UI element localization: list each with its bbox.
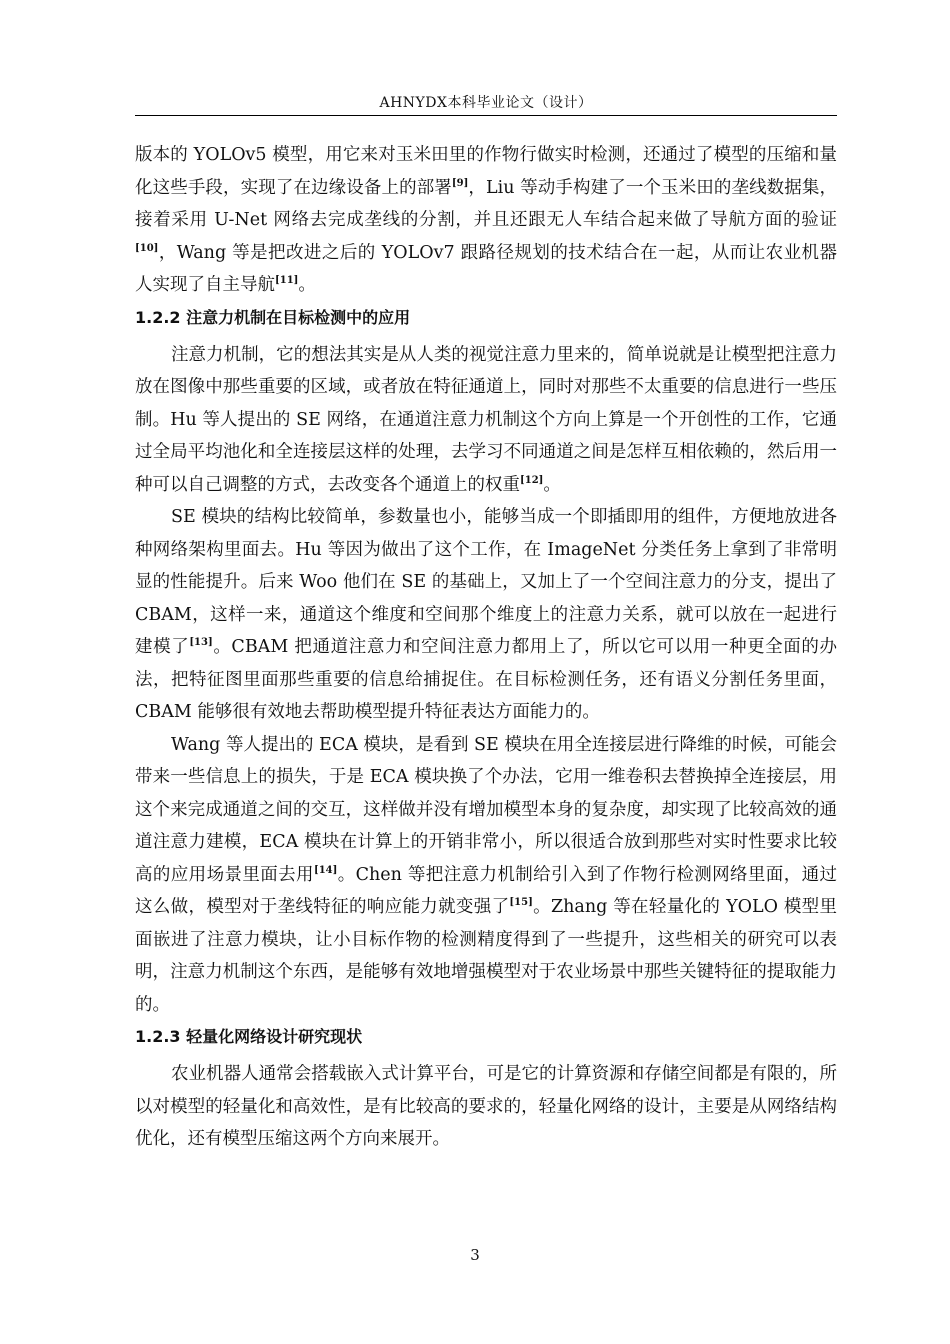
text-run: SE 模块的结构比较简单，参数量也小，能够当成一个即插即用的组件，方便地放进各种网络架构里面去。Hu 等因为做出了这个工作，在 ImageNet 分类任务上拿到了非常明显的性能提升。后来 Woo 他们在 SE 的基础上，又加上了一个空间注意力的分支，提出了 CBAM，这样一来，通道这个维度和空间那个维度上的注意力关系，就可以放在一起进行建模了 bbox=[135, 507, 837, 657]
text-run: 注意力机制，它的想法其实是从人类的视觉注意力里来的，简单说就是让模型把注意力放在图像中那些重要的区域，或者放在特征通道上，同时对那些不太重要的信息进行一些压制。Hu 等人提出的 SE 网络，在通道注意力机制这个方向上算是一个开创性的工作，它通过全局平均池化和全连接层这样的处理，去学习不同通道之间是怎样互相依赖的，然后用一种可以自己调整的方式，去改变各个通道上的权重 bbox=[135, 344, 837, 495]
text-run: ，Wang 等是把改进之后的 YOLOv7 跟路径规划的技术结合在一起，从而让农业机器人实现了自主导航 bbox=[135, 242, 837, 295]
text-run: 。CBAM 把通道注意力和空间注意力都用上了，所以它可以用一种更全面的办法，把特征图里面那些重要的信息给捕捉住。在目标检测任务，还有语义分割任务里面，CBAM 能够很有效地去帮助模型提升特征表达方面能力的。 bbox=[135, 637, 838, 722]
citation: [10] bbox=[135, 242, 159, 254]
paragraph-attention-1 bbox=[135, 339, 837, 502]
paragraph-intro bbox=[135, 139, 837, 302]
text-run: 。Chen 等把注意力机制给引入到了作物行检测网络里面，通过这么做，模型对于垄线特征的响应能力就变强了 bbox=[135, 864, 837, 917]
section-heading-1-2-2: 1.2.2 注意力机制在目标检测中的应用 bbox=[135, 307, 411, 327]
text-run: ，Liu 等动手构建了一个玉米田的垄线数据集，接着采用 U-Net 网络去完成垄线的分割，并且还跟无人车结合起来做了导航方面的验证 bbox=[135, 177, 837, 230]
citation: [11] bbox=[275, 275, 299, 287]
text-run: 。 bbox=[298, 275, 316, 295]
citation: [14] bbox=[313, 864, 338, 876]
text-run: 版本的 YOLOv5 模型，用它来对玉米田里的作物行做实时检测，还通过了模型的压缩和量化这些手段，实现了在边缘设备上的部署 bbox=[135, 145, 837, 198]
page-body bbox=[135, 139, 837, 1156]
text-run: 。Zhang 等在轻量化的 YOLO 模型里面嵌进了注意力模块，让小目标作物的检测精度得到了一些提升，这些相关的研究可以表明，注意力机制这个东西，是能够有效地增强模型对于农业场景中那些关键特征的提取能力的。 bbox=[135, 897, 837, 1015]
text-run: 。 bbox=[543, 474, 561, 495]
citation: [13] bbox=[189, 637, 213, 649]
page-header: AHNYDX本科毕业论文（设计） bbox=[379, 95, 593, 111]
page-number: 3 bbox=[470, 1246, 480, 1264]
section-heading-1-2-3: 1.2.3 轻量化网络设计研究现状 bbox=[135, 1027, 363, 1046]
paragraph-attention-2 bbox=[135, 501, 837, 729]
citation: [15] bbox=[509, 897, 533, 909]
header-rule bbox=[135, 115, 837, 116]
text-run: 农业机器人通常会搭载嵌入式计算平台，可是它的计算资源和存储空间都是有限的，所以对模型的轻量化和高效性，是有比较高的要求的，轻量化网络的设计，主要是从网络结构优化，还有模型压缩这两个方向来展开。 bbox=[135, 1064, 837, 1149]
paragraph-attention-3 bbox=[135, 729, 837, 1022]
text-run: Wang 等人提出的 ECA 模块，是看到 SE 模块在用全连接层进行降维的时候，可能会带来一些信息上的损失，于是 ECA 模块换了个办法，它用一维卷积去替换掉全连接层，用这个来完成通道之间的交互，这样做并没有增加模型本身的复杂度，却实现了比较高效的通道注意力建模，ECA 模块在计算上的开销非常小，所以很适合放到那些对实时性要求比较高的应用场景里面去用 bbox=[135, 734, 837, 885]
paragraph-lightweight bbox=[135, 1058, 837, 1156]
citation: [9] bbox=[451, 177, 469, 189]
citation: [12] bbox=[520, 474, 544, 486]
